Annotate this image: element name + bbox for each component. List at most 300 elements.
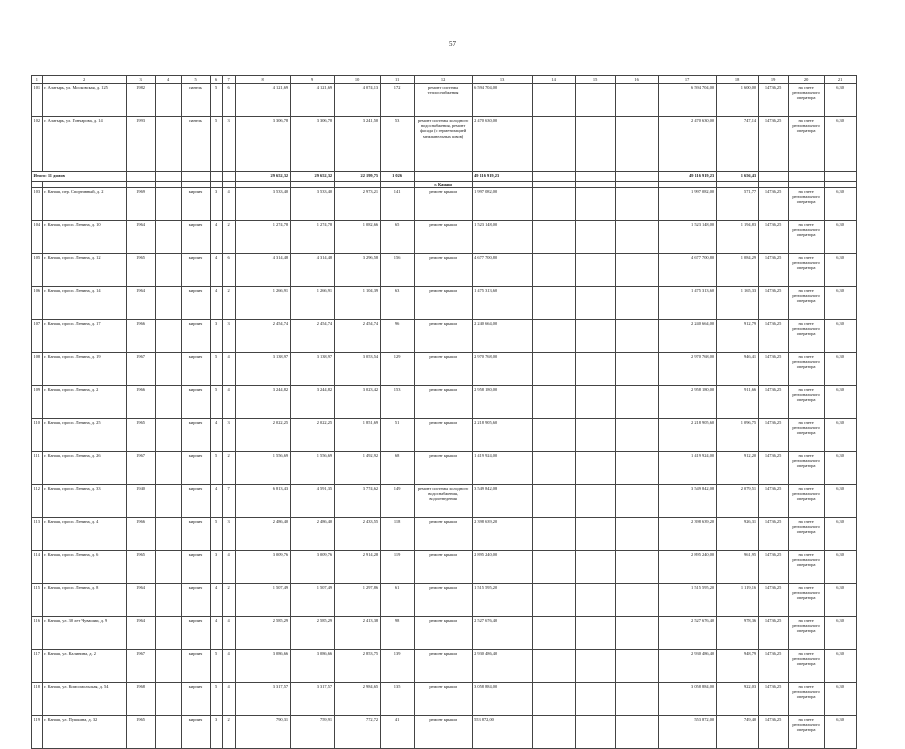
empty-cell: [532, 117, 575, 172]
area-cell: 1 274,78: [290, 221, 334, 254]
total-area-cell: 1 266,91: [235, 287, 290, 320]
work-type-cell: ремонт системы холодного водоснабжения, водоотведения: [414, 485, 472, 518]
empty-cell: [210, 172, 222, 182]
area-cell: 2 585,29: [290, 617, 334, 650]
floors-cell: 5: [210, 117, 222, 172]
empty-cell: [615, 188, 658, 221]
total-area-cell: 3 306,78: [235, 117, 290, 172]
empty-cell: [615, 419, 658, 452]
fund-method-cell: на счете регионального оператора: [788, 287, 824, 320]
row-number: 119: [32, 716, 43, 749]
column-number: 12: [414, 76, 472, 84]
area-cell: 2 486,40: [290, 518, 334, 551]
table-row: [32, 584, 857, 617]
empty-cell: [532, 419, 575, 452]
year-cell: 1964: [126, 287, 155, 320]
wall-material-cell: кирпич: [181, 452, 210, 485]
year-cell: 1967: [126, 650, 155, 683]
page-number: 57: [449, 40, 456, 48]
row-number: 106: [32, 287, 43, 320]
year-value-cell: 6,30: [824, 551, 856, 584]
fund-method-cell: на счете регионального оператора: [788, 254, 824, 287]
entrances-cell: 6: [222, 84, 235, 117]
empty-cell: [155, 419, 181, 452]
total-area-cell: 2 454,74: [235, 320, 290, 353]
empty-cell: [155, 254, 181, 287]
table-row: [32, 386, 857, 419]
area-cell: 2 454,74: [290, 320, 334, 353]
unit-cost-cell: 922,03: [716, 683, 758, 716]
cost-cell: 2 970 768,00: [472, 353, 532, 386]
owner-funds-cell: 3 058 884,00: [658, 683, 716, 716]
cost-cell: 4 677 700,80: [472, 254, 532, 287]
empty-cell: [575, 188, 615, 221]
unit-cost-cell: 1 119,16: [716, 584, 758, 617]
empty-cell: [155, 551, 181, 584]
empty-cell: [615, 84, 658, 117]
row-number: 115: [32, 584, 43, 617]
owner-funds-cell: 3 549 842,08: [658, 485, 716, 518]
work-type-cell: ремонт крыши: [414, 287, 472, 320]
empty-cell: [575, 117, 615, 172]
entrances-cell: 4: [222, 188, 235, 221]
max-unit-cost-cell: 14736,25: [758, 518, 788, 551]
fund-method-cell: на счете регионального оператора: [788, 584, 824, 617]
empty-cell: [615, 172, 658, 182]
year-value-cell: 6,30: [824, 452, 856, 485]
fund-method-cell: на счете регионального оператора: [788, 84, 824, 117]
max-unit-cost-cell: 14736,25: [758, 353, 788, 386]
empty-cell: [575, 221, 615, 254]
address-cell: г. Канаш, просп. Ленина, д. 14: [42, 287, 126, 320]
area-cell: 4 591,35: [290, 485, 334, 518]
unit-cost-cell: 912,79: [716, 320, 758, 353]
empty-cell: [575, 518, 615, 551]
floors-cell: 3: [210, 716, 222, 749]
work-type-cell: ремонт системы холодного водоснабжения, ремонт фасада (с герметизацией межпанельных швов): [414, 117, 472, 172]
empty-cell: [532, 172, 575, 182]
owner-funds-cell: 2 970 768,00: [658, 353, 716, 386]
residential-area-cell: 4 074,13: [334, 84, 380, 117]
year-value-cell: 6,30: [824, 188, 856, 221]
row-number: 114: [32, 551, 43, 584]
wall-material-cell: кирпич: [181, 320, 210, 353]
year-value-cell: 6,30: [824, 485, 856, 518]
total-residents: 1 026: [380, 172, 414, 182]
table-row: [32, 84, 857, 117]
table-row: [32, 188, 857, 221]
work-type-cell: ремонт крыши: [414, 188, 472, 221]
year-value-cell: 6,30: [824, 287, 856, 320]
year-value-cell: 6,30: [824, 419, 856, 452]
max-unit-cost-cell: 14736,25: [758, 551, 788, 584]
owner-funds-cell: 2 895 240,00: [658, 551, 716, 584]
column-number: 11: [380, 76, 414, 84]
entrances-cell: 2: [222, 716, 235, 749]
work-type-cell: ремонт крыши: [414, 584, 472, 617]
cost-cell: 2 527 676,40: [472, 617, 532, 650]
total-unit-cost: 1 656,43: [716, 172, 758, 182]
address-cell: г. Канаш, просп. Ленина, д. 19: [42, 353, 126, 386]
residents-cell: 98: [380, 617, 414, 650]
year-cell: 1965: [126, 254, 155, 287]
unit-cost-cell: 948,79: [716, 650, 758, 683]
residents-cell: 119: [380, 551, 414, 584]
residential-area-cell: 3 774,62: [334, 485, 380, 518]
owner-funds-cell: 6 594 704,00: [658, 84, 716, 117]
year-value-cell: 6,30: [824, 320, 856, 353]
empty-cell: [615, 617, 658, 650]
empty-cell: [155, 617, 181, 650]
floors-cell: 3: [210, 551, 222, 584]
residents-cell: 139: [380, 650, 414, 683]
residents-cell: 153: [380, 386, 414, 419]
table-row: [32, 683, 857, 716]
work-type-cell: ремонт крыши: [414, 386, 472, 419]
unit-cost-cell: 747,14: [716, 117, 758, 172]
empty-cell: [532, 650, 575, 683]
total-area-cell: 2 585,29: [235, 617, 290, 650]
residential-area-cell: 2 914,28: [334, 551, 380, 584]
address-cell: г. Алатырь, ул. Московская, д. 125: [42, 84, 126, 117]
empty-cell: [155, 683, 181, 716]
empty-cell: [575, 716, 615, 749]
empty-cell: [615, 485, 658, 518]
work-type-cell: ремонт крыши: [414, 716, 472, 749]
unit-cost-cell: 571,77: [716, 188, 758, 221]
year-value-cell: 6,30: [824, 254, 856, 287]
residential-area-cell: 3 241,50: [334, 117, 380, 172]
floors-cell: 4: [210, 617, 222, 650]
row-number: 112: [32, 485, 43, 518]
entrances-cell: 4: [222, 617, 235, 650]
empty-cell: [532, 287, 575, 320]
fund-method-cell: на счете регионального оператора: [788, 551, 824, 584]
year-value-cell: 6,30: [824, 117, 856, 172]
empty-cell: [155, 716, 181, 749]
year-value-cell: 6,30: [824, 617, 856, 650]
unit-cost-cell: 946,41: [716, 353, 758, 386]
address-cell: г. Канаш, ул. 30 лет Чувашии, д. 9: [42, 617, 126, 650]
total-area-cell: 4 121,69: [235, 84, 290, 117]
residential-area-cell: 3 053,54: [334, 353, 380, 386]
row-number: 107: [32, 320, 43, 353]
empty-cell: [615, 386, 658, 419]
max-unit-cost-cell: 14736,25: [758, 683, 788, 716]
wall-material-cell: кирпич: [181, 386, 210, 419]
residents-cell: 129: [380, 353, 414, 386]
max-unit-cost-cell: 14736,25: [758, 287, 788, 320]
entrances-cell: 6: [222, 254, 235, 287]
city-label: г. Канаш: [414, 182, 472, 188]
entrances-cell: 4: [222, 551, 235, 584]
entrances-cell: 7: [222, 485, 235, 518]
row-number: 113: [32, 518, 43, 551]
year-cell: 1965: [126, 716, 155, 749]
total-owner-funds: 49 116 919,23: [658, 172, 716, 182]
residents-cell: 149: [380, 485, 414, 518]
empty-cell: [615, 221, 658, 254]
area-cell: 3 533,40: [290, 188, 334, 221]
year-value-cell: 6,30: [824, 584, 856, 617]
column-number-row: [32, 76, 857, 84]
table-row: [32, 117, 857, 172]
table-row: [32, 485, 857, 518]
empty-cell: [532, 320, 575, 353]
residents-cell: 65: [380, 221, 414, 254]
fund-method-cell: на счете регионального оператора: [788, 617, 824, 650]
empty-cell: [532, 683, 575, 716]
row-number: 109: [32, 386, 43, 419]
empty-cell: [414, 172, 472, 182]
max-unit-cost-cell: 14736,25: [758, 221, 788, 254]
cost-cell: 2 470 630,00: [472, 117, 532, 172]
owner-funds-cell: 1 515 595,20: [658, 584, 716, 617]
column-number: 5: [181, 76, 210, 84]
table-row: [32, 452, 857, 485]
cost-cell: 553 872,00: [472, 716, 532, 749]
empty-cell: [615, 353, 658, 386]
fund-method-cell: на счете регионального оператора: [788, 683, 824, 716]
table-row: [32, 716, 857, 749]
cost-cell: 6 594 704,00: [472, 84, 532, 117]
year-cell: 1964: [126, 221, 155, 254]
column-number: 16: [615, 76, 658, 84]
total-area-cell: 2 486,40: [235, 518, 290, 551]
year-value-cell: 6,30: [824, 683, 856, 716]
address-cell: г. Канаш, просп. Ленина, д. 4: [42, 518, 126, 551]
empty-cell: [532, 617, 575, 650]
work-type-cell: ремонт крыши: [414, 254, 472, 287]
total-area-cell: 1 556,69: [235, 452, 290, 485]
address-cell: г. Канаш, просп. Ленина, д. 2: [42, 386, 126, 419]
address-cell: г. Канаш, просп. Ленина, д. 6: [42, 551, 126, 584]
area-cell: 3 086,66: [290, 650, 334, 683]
cost-cell: 1 997 082,00: [472, 188, 532, 221]
max-unit-cost-cell: 14736,25: [758, 320, 788, 353]
owner-funds-cell: 1 523 148,00: [658, 221, 716, 254]
residents-cell: 53: [380, 117, 414, 172]
total-area-2: 29 652,32: [290, 172, 334, 182]
cost-cell: 1 515 595,20: [472, 584, 532, 617]
column-number: 6: [210, 76, 222, 84]
column-number: 10: [334, 76, 380, 84]
max-unit-cost-cell: 14736,25: [758, 716, 788, 749]
cost-cell: 1 475 313,60: [472, 287, 532, 320]
address-cell: г. Канаш, просп. Ленина, д. 33: [42, 485, 126, 518]
floors-cell: 5: [210, 386, 222, 419]
address-cell: г. Канаш, просп. Ленина, д. 8: [42, 584, 126, 617]
row-number: 103: [32, 188, 43, 221]
column-number: 21: [824, 76, 856, 84]
wall-material-cell: панель: [181, 117, 210, 172]
column-number: 13: [472, 76, 532, 84]
column-number: 20: [788, 76, 824, 84]
residential-area-cell: 2 973,21: [334, 188, 380, 221]
floors-cell: 3: [210, 188, 222, 221]
empty-cell: [615, 452, 658, 485]
empty-cell: [575, 584, 615, 617]
work-type-cell: ремонт крыши: [414, 353, 472, 386]
address-cell: г. Канаш, ул. Калинина, д. 2: [42, 650, 126, 683]
area-cell: 3 244,82: [290, 386, 334, 419]
wall-material-cell: кирпич: [181, 419, 210, 452]
row-number: 116: [32, 617, 43, 650]
total-area-cell: 1 274,78: [235, 221, 290, 254]
empty-cell: [532, 584, 575, 617]
unit-cost-cell: 926,31: [716, 518, 758, 551]
fund-method-cell: на счете регионального оператора: [788, 188, 824, 221]
max-unit-cost-cell: 14736,25: [758, 419, 788, 452]
empty-cell: [615, 650, 658, 683]
owner-funds-cell: 2 930 486,40: [658, 650, 716, 683]
year-cell: 1982: [126, 84, 155, 117]
total-area-cell: 3 009,76: [235, 551, 290, 584]
owner-funds-cell: 4 677 700,80: [658, 254, 716, 287]
empty-cell: [575, 353, 615, 386]
year-value-cell: 6,30: [824, 84, 856, 117]
row-number: 117: [32, 650, 43, 683]
floors-cell: 5: [210, 353, 222, 386]
cost-cell: 1 523 148,00: [472, 221, 532, 254]
year-cell: 1966: [126, 320, 155, 353]
address-cell: г. Канаш, просп. Ленина, д. 12: [42, 254, 126, 287]
max-unit-cost-cell: 14736,25: [758, 452, 788, 485]
wall-material-cell: кирпич: [181, 683, 210, 716]
owner-funds-cell: 2 398 639,20: [658, 518, 716, 551]
entrances-cell: 4: [222, 650, 235, 683]
empty-cell: [758, 172, 788, 182]
table-row: [32, 320, 857, 353]
empty-cell: [575, 172, 615, 182]
column-number: 7: [222, 76, 235, 84]
area-cell: 3 306,78: [290, 117, 334, 172]
empty-cell: [575, 419, 615, 452]
fund-method-cell: на счете регионального оператора: [788, 716, 824, 749]
owner-funds-cell: 2 470 630,00: [658, 117, 716, 172]
year-cell: 1965: [126, 419, 155, 452]
max-unit-cost-cell: 14736,25: [758, 188, 788, 221]
floors-cell: 5: [210, 683, 222, 716]
empty-cell: [532, 386, 575, 419]
work-type-cell: ремонт крыши: [414, 617, 472, 650]
max-unit-cost-cell: 14736,25: [758, 386, 788, 419]
wall-material-cell: кирпич: [181, 650, 210, 683]
residential-area-cell: 1 851,69: [334, 419, 380, 452]
wall-material-cell: кирпич: [181, 551, 210, 584]
table-row: [32, 650, 857, 683]
empty-cell: [615, 551, 658, 584]
wall-material-cell: кирпич: [181, 221, 210, 254]
residential-area-cell: 2 454,74: [334, 320, 380, 353]
row-number: 105: [32, 254, 43, 287]
empty-cell: [155, 452, 181, 485]
empty-cell: [155, 584, 181, 617]
total-area-cell: 3 086,66: [235, 650, 290, 683]
empty-cell: [575, 452, 615, 485]
total-area-cell: 3 533,40: [235, 188, 290, 221]
owner-funds-cell: 2 958 180,00: [658, 386, 716, 419]
column-number: 3: [126, 76, 155, 84]
year-cell: 1940: [126, 485, 155, 518]
table-row: [32, 254, 857, 287]
year-cell: 1967: [126, 452, 155, 485]
residents-cell: 118: [380, 518, 414, 551]
wall-material-cell: кирпич: [181, 287, 210, 320]
unit-cost-cell: 1 096,75: [716, 419, 758, 452]
entrances-cell: 3: [222, 117, 235, 172]
empty-cell: [155, 353, 181, 386]
empty-cell: [155, 188, 181, 221]
year-cell: 1964: [126, 584, 155, 617]
column-number: 18: [716, 76, 758, 84]
row-number: 110: [32, 419, 43, 452]
row-number: 118: [32, 683, 43, 716]
work-type-cell: ремонт крыши: [414, 452, 472, 485]
empty-cell: [532, 254, 575, 287]
empty-cell: [155, 287, 181, 320]
cost-cell: 2 218 905,60: [472, 419, 532, 452]
empty-cell: [615, 320, 658, 353]
residents-cell: 41: [380, 716, 414, 749]
area-cell: 4 121,69: [290, 84, 334, 117]
table-row: [32, 518, 857, 551]
wall-material-cell: кирпич: [181, 485, 210, 518]
empty-cell: [222, 172, 235, 182]
floors-cell: 4: [210, 419, 222, 452]
floors-cell: 4: [210, 584, 222, 617]
empty-cell: [615, 518, 658, 551]
empty-cell: [615, 117, 658, 172]
total-area-cell: 2 022,25: [235, 419, 290, 452]
address-cell: г. Алатырь, ул. Гончарова, д. 14: [42, 117, 126, 172]
empty-cell: [155, 84, 181, 117]
total-area-cell: 4 314,48: [235, 254, 290, 287]
table-row: [32, 287, 857, 320]
column-number: 19: [758, 76, 788, 84]
work-type-cell: ремонт крыши: [414, 518, 472, 551]
fund-method-cell: на счете регионального оператора: [788, 650, 824, 683]
table-row: [32, 617, 857, 650]
year-cell: 1967: [126, 353, 155, 386]
empty-cell: [532, 188, 575, 221]
empty-cell: [532, 84, 575, 117]
row-number: 102: [32, 117, 43, 172]
unit-cost-cell: 1 194,83: [716, 221, 758, 254]
column-number: 2: [42, 76, 126, 84]
address-cell: г. Канаш, пер. Спортивный, д. 2: [42, 188, 126, 221]
empty-cell: [575, 287, 615, 320]
floors-cell: 5: [210, 452, 222, 485]
area-cell: 4 314,48: [290, 254, 334, 287]
area-cell: 3 138,97: [290, 353, 334, 386]
entrances-cell: 3: [222, 419, 235, 452]
empty-cell: [155, 221, 181, 254]
wall-material-cell: кирпич: [181, 716, 210, 749]
unit-cost-cell: 978,36: [716, 617, 758, 650]
empty-cell: [575, 485, 615, 518]
fund-method-cell: на счете регионального оператора: [788, 320, 824, 353]
total-area-cell: 3 317,57: [235, 683, 290, 716]
wall-material-cell: кирпич: [181, 584, 210, 617]
residents-cell: 61: [380, 584, 414, 617]
area-cell: 3 009,76: [290, 551, 334, 584]
empty-cell: [532, 353, 575, 386]
floors-cell: 5: [210, 518, 222, 551]
empty-cell: [615, 584, 658, 617]
entrances-cell: 3: [222, 320, 235, 353]
empty-cell: [788, 172, 824, 182]
